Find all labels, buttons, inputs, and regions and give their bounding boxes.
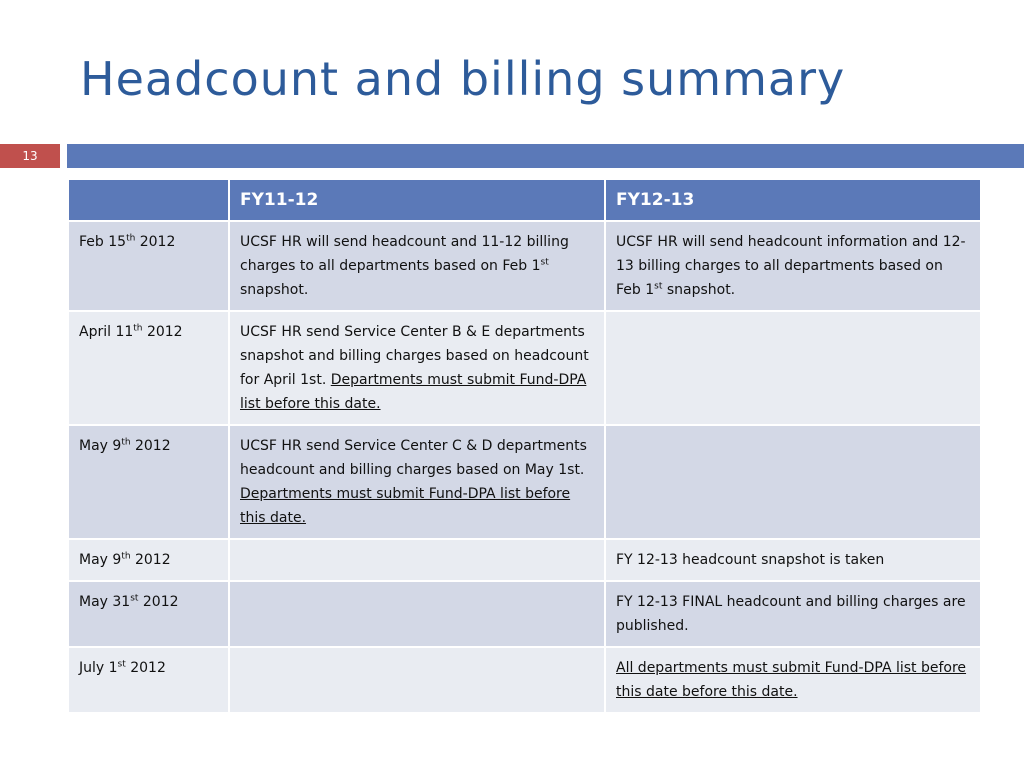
fy12-cell: FY 12-13 headcount snapshot is taken (605, 539, 981, 581)
date-text: Feb 15 (79, 234, 127, 250)
fy11-cell (229, 539, 605, 581)
fy12-cell (605, 425, 981, 539)
date-year: 2012 (130, 552, 171, 568)
date-text: April 11 (79, 324, 134, 340)
fy11-deadline-note: Departments must submit Fund-DPA list before this date. (240, 372, 587, 412)
date-ordinal: st (130, 593, 139, 604)
date-text: May 9 (79, 552, 122, 568)
fy12-cell: FY 12-13 FINAL headcount and billing charges are published. (605, 581, 981, 647)
date-cell (69, 221, 229, 311)
table-row (69, 647, 981, 712)
header-date (69, 180, 229, 221)
date-ordinal: st (117, 659, 126, 670)
table-header-row (69, 180, 981, 221)
fy12-text: UCSF HR will send headcount information and 12-13 billing charges to all departments based on Feb 1 (616, 234, 966, 298)
date-ordinal: th (121, 437, 131, 448)
table-row (69, 311, 981, 425)
table-row (69, 581, 981, 647)
date-cell (69, 581, 229, 647)
fy11-cell (229, 425, 605, 539)
date-text: May 9 (79, 438, 122, 454)
header-fy12-13: FY12-13 (605, 180, 981, 221)
page-title: Headcount and billing summary (80, 52, 846, 106)
date-ordinal: th (133, 323, 143, 334)
fy11-text: UCSF HR will send headcount and 11-12 billing charges to all departments based on Feb 1 (240, 234, 569, 274)
date-year: 2012 (130, 438, 171, 454)
date-year: 2012 (138, 594, 179, 610)
table-row (69, 221, 981, 311)
schedule-table (69, 180, 982, 712)
fy11-tail: snapshot. (240, 282, 309, 298)
fy12-cell (605, 221, 981, 311)
table-row (69, 425, 981, 539)
date-ordinal: th (126, 233, 136, 244)
date-text: July 1 (79, 660, 118, 676)
fy12-tail: snapshot. (662, 282, 736, 298)
date-year: 2012 (125, 660, 166, 676)
date-cell (69, 425, 229, 539)
fy12-ordinal: st (654, 281, 663, 292)
date-year: 2012 (142, 324, 183, 340)
fy11-cell (229, 581, 605, 647)
fy12-cell (605, 311, 981, 425)
fy11-text: UCSF HR send Service Center B & E departments snapshot and billing charges based on headcount for April 1st. (240, 324, 589, 388)
slide-number-badge: 13 (0, 144, 60, 168)
date-ordinal: th (121, 551, 131, 562)
table-row (69, 539, 981, 581)
date-year: 2012 (135, 234, 176, 250)
fy11-deadline-note: Departments must submit Fund-DPA list before this date. (240, 486, 571, 526)
fy12-deadline-note: All departments must submit Fund-DPA list before this date before this date. (616, 660, 967, 700)
fy11-cell (229, 647, 605, 712)
fy11-cell (229, 311, 605, 425)
fy11-text: UCSF HR send Service Center C & D departments headcount and billing charges based on May 1st. (240, 438, 587, 478)
header-fy11-12: FY11-12 (229, 180, 605, 221)
fy11-cell (229, 221, 605, 311)
title-rule-band (67, 144, 1024, 168)
date-cell (69, 311, 229, 425)
date-cell (69, 647, 229, 712)
fy12-cell (605, 647, 981, 712)
fy11-ordinal: st (540, 257, 549, 268)
date-text: May 31 (79, 594, 131, 610)
date-cell (69, 539, 229, 581)
